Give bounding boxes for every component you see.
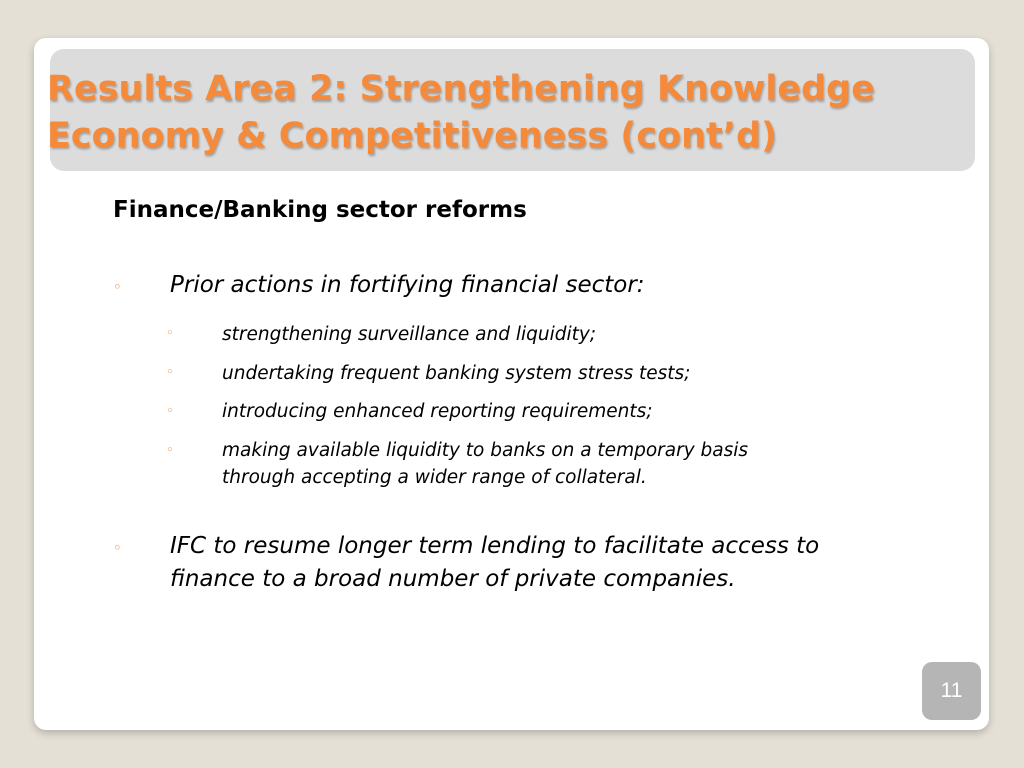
sub-bullet-surveillance: strengthening surveillance and liquidity;: [222, 324, 597, 345]
sub-bullet-marker: ◦: [166, 365, 174, 380]
sub-bullet-liquidity-line-1: making available liquidity to banks on a temporary basis: [222, 440, 749, 461]
page-number-badge: [922, 662, 981, 720]
sub-bullet-marker: ◦: [166, 443, 174, 458]
sub-bullet-liquidity-line-2: through accepting a wider range of collateral.: [222, 467, 647, 488]
sub-bullet-stress-tests: undertaking frequent banking system stress tests;: [222, 363, 691, 384]
section-heading: Finance/Banking sector reforms: [113, 197, 527, 223]
title-line-1: Results Area 2: Strengthening Knowledge: [47, 69, 875, 109]
sub-bullet-marker: ◦: [166, 404, 174, 419]
title-line-2: Economy & Competitiveness (cont’d): [47, 116, 778, 156]
slide-title: [47, 66, 982, 160]
bullet-ifc-line-1: IFC to resume longer term lending to facilitate access to: [170, 533, 820, 559]
bullet-marker: ◦: [113, 539, 122, 557]
page-number: 11: [940, 679, 963, 702]
sub-bullet-marker: ◦: [166, 326, 174, 341]
sub-bullet-reporting: introducing enhanced reporting requirements;: [222, 401, 653, 422]
bullet-prior-actions: Prior actions in fortifying financial sector:: [170, 272, 645, 298]
bullet-marker: ◦: [113, 278, 122, 296]
bullet-ifc-line-2: finance to a broad number of private companies.: [170, 566, 736, 592]
